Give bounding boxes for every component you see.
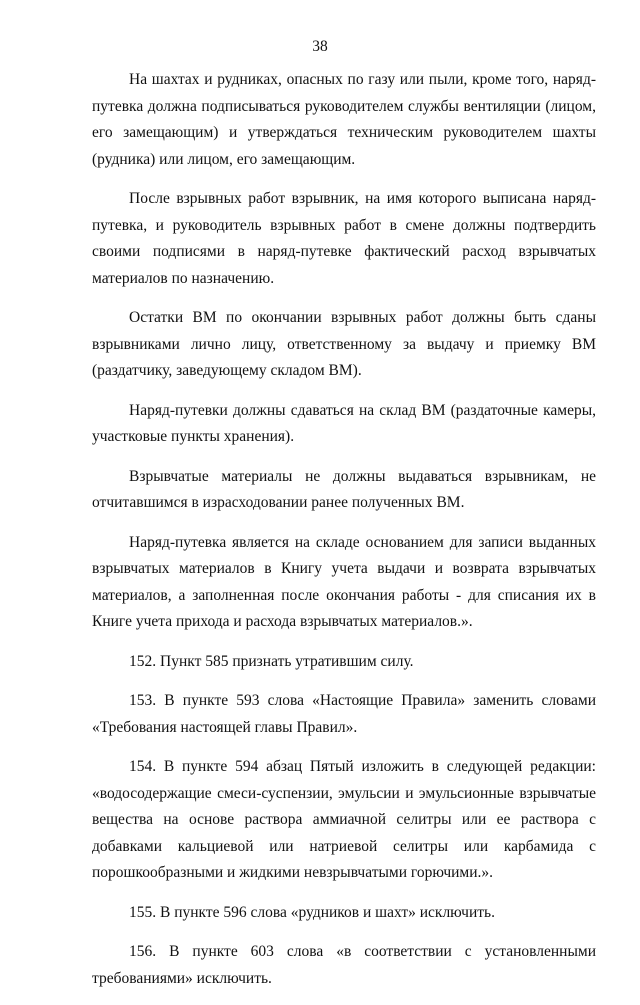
page-number: 38 [312, 38, 328, 55]
paragraph-no-issue-unaccounted: Взрывчатые материалы не должны выдаваться взрывникам, не отчитавшимся в израсходовании ранее полученных ВМ. [92, 467, 596, 511]
paragraph-work-order-basis: Наряд-путевка является на складе основанием для записи выданных взрывчатых материалов в Книгу учета выдачи и возврата взрывчатых материалов, а заполненная после окончания работы - для списания их в Книге учета прихода и расхода взрывчатых материалов.». [92, 533, 596, 630]
paragraph-item-152: 152. Пункт 585 признать утратившим силу. [129, 652, 414, 670]
paragraph-gas-dust-mines: На шахтах и рудниках, опасных по газу или пыли, кроме того, наряд-путевка должна подписываться руководителем службы вентиляции (лицом, его замещающим) и утверждаться техническим руководителем шахты (рудника) или лицом, его замещающим. [92, 71, 596, 168]
paragraph-item-153: 153. В пункте 593 слова «Настоящие Правила» заменить словами «Требования настоящей главы Правил». [92, 692, 596, 736]
paragraph-item-155: 155. В пункте 596 слова «рудников и шахт» исключить. [129, 903, 495, 921]
paragraph-item-154: 154. В пункте 594 абзац Пятый изложить в следующей редакции: «водосодержащие смеси-суспензии, эмульсии и эмульсионные взрывчатые вещества на основе раствора аммиачной селитры или ее раствора с добавками кальциевой или натриевой селитры или карбамида с порошкообразными и жидкими невзрывчатыми горючими.». [92, 758, 596, 881]
paragraph-item-156: 156. В пункте 603 слова «в соответствии с установленными требованиями» исключить. [92, 943, 596, 987]
document-body [92, 67, 596, 1005]
paragraph-after-blasting: После взрывных работ взрывник, на имя которого выписана наряд-путевка, и руководитель взрывных работ в смене должны подтвердить своими подписями в наряд-путевке фактический расход взрывчатых материалов по назначению. [92, 190, 596, 287]
paragraph-work-orders-warehouse: Наряд-путевки должны сдаваться на склад ВМ (раздаточные камеры, участковые пункты хранения). [92, 401, 596, 445]
paragraph-remaining-explosives: Остатки ВМ по окончании взрывных работ должны быть сданы взрывниками лично лицу, ответственному за выдачу и приемку ВМ (раздатчику, заведующему складом ВМ). [92, 309, 596, 379]
